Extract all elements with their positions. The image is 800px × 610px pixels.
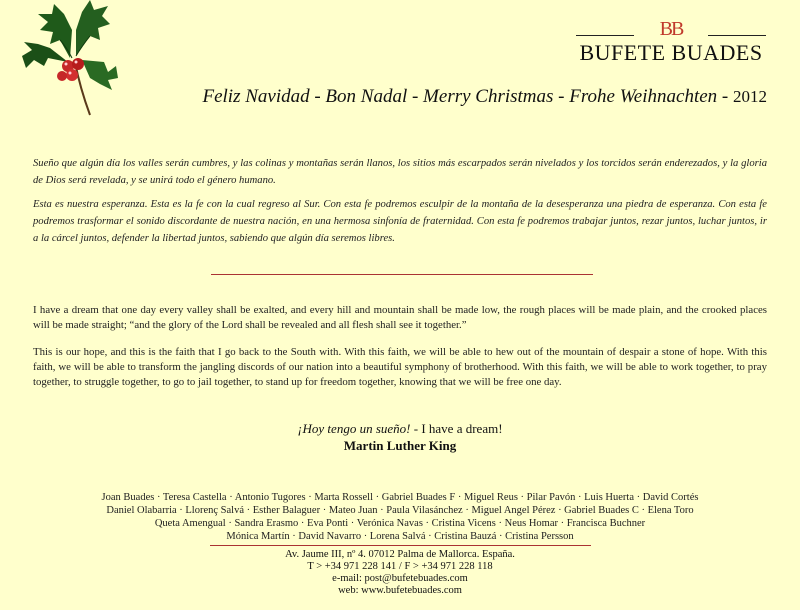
section-divider — [211, 274, 593, 275]
quote-separator: - — [410, 421, 422, 436]
contact-phone: T > +34 971 228 141 / F > +34 971 228 118 — [307, 561, 493, 572]
team-row-1: Joan Buades · Teresa Castella · Antonio Tugores · Marta Rossell · Gabriel Buades F · Miguel Reus · Pilar Pavón · Luis Huerta · David Cortés — [101, 492, 699, 503]
spanish-paragraph-1: Sueño que algún día los valles serán cumbres, y las colinas y montañas serán llanos, los sitios más escarpados serán nivelados y los torcidos serán enderezados, y la gloria de Dios será revelada, y se unirá todo el género humano. — [33, 158, 767, 186]
logo-monogram: BB — [659, 18, 683, 40]
logo-rule-left — [576, 35, 634, 36]
contact-address: Av. Jaume III, nº 4. 07012 Palma de Mallorca. España. — [285, 549, 515, 560]
english-paragraph-1: I have a dream that one day every valley shall be exalted, and every hill and mountain shall be made low, the rough places will be made plain, and the crooked places will be made straight; “and the glory of the Lord shall be revealed and all flesh shall see it together.” — [33, 304, 767, 331]
team-row-4: Mónica Martín · David Navarro · Lorena Salvá · Cristina Bauzá · Cristina Persson — [226, 531, 574, 542]
team-row-2: Daniel Olabarria · Llorenç Salvá · Esther Balaguer · Mateo Juan · Paula Vilasánchez · Miguel Angel Pérez · Gabriel Buades C · Elena Toro — [106, 505, 694, 516]
contact-block — [0, 549, 800, 597]
firm-name: BUFETE BUADES — [579, 40, 763, 65]
spanish-paragraph-2: Esta es nuestra esperanza. Esta es la fe con la cual regreso al Sur. Con esta fe podremos esculpir de la montaña de la desesperanza una piedra de esperanza. Con esta fe podremos trasformar el sonido discordante de nuestra nación, en una hermosa sinfonía de fraternidad. Con esta fe podremos trabajar juntos, rezar juntos, luchar juntos, ir a la cárcel juntos, defender la libertad juntos, sabiendo que algún día seremos libres. — [33, 199, 767, 244]
quote-author: Martin Luther King — [343, 438, 457, 453]
quote-spanish: ¡Hoy tengo un sueño! — [297, 421, 411, 436]
english-paragraph-2: This is our hope, and this is the faith that I go back to the South with. With this faith, we will be able to hew out of the mountain of despair a stone of hope. With this faith, we will be able to transform the jangling discords of our nation into a beautiful symphony of brotherhood. With this faith, we will be able to work together, to pray together, to struggle together, to go to jail together, to stand up for freedom together, knowing that we will be free one day. — [33, 346, 767, 388]
quote-block — [0, 420, 800, 454]
team-row-3: Queta Amengual · Sandra Erasmo · Eva Ponti · Verónica Navas · Cristina Vicens · Neus Homar · Francisca Buchner — [154, 518, 646, 529]
holiday-greeting — [112, 86, 767, 108]
holly-icon — [20, 0, 120, 118]
greeting-year: 2012 — [733, 87, 767, 106]
greeting-text: Feliz Navidad - Bon Nadal - Merry Christmas - Frohe Weihnachten - — [202, 86, 729, 107]
footer-divider — [210, 545, 591, 546]
contact-email[interactable]: e-mail: post@bufetebuades.com — [332, 573, 468, 584]
logo-rule-right — [708, 35, 766, 36]
logo-monogram-row — [576, 18, 766, 40]
team-list — [30, 491, 770, 543]
quote-english: I have a dream! — [421, 421, 503, 436]
firm-logo — [576, 18, 766, 65]
quote-line — [0, 420, 800, 437]
contact-web[interactable]: web: www.bufetebuades.com — [338, 585, 462, 596]
